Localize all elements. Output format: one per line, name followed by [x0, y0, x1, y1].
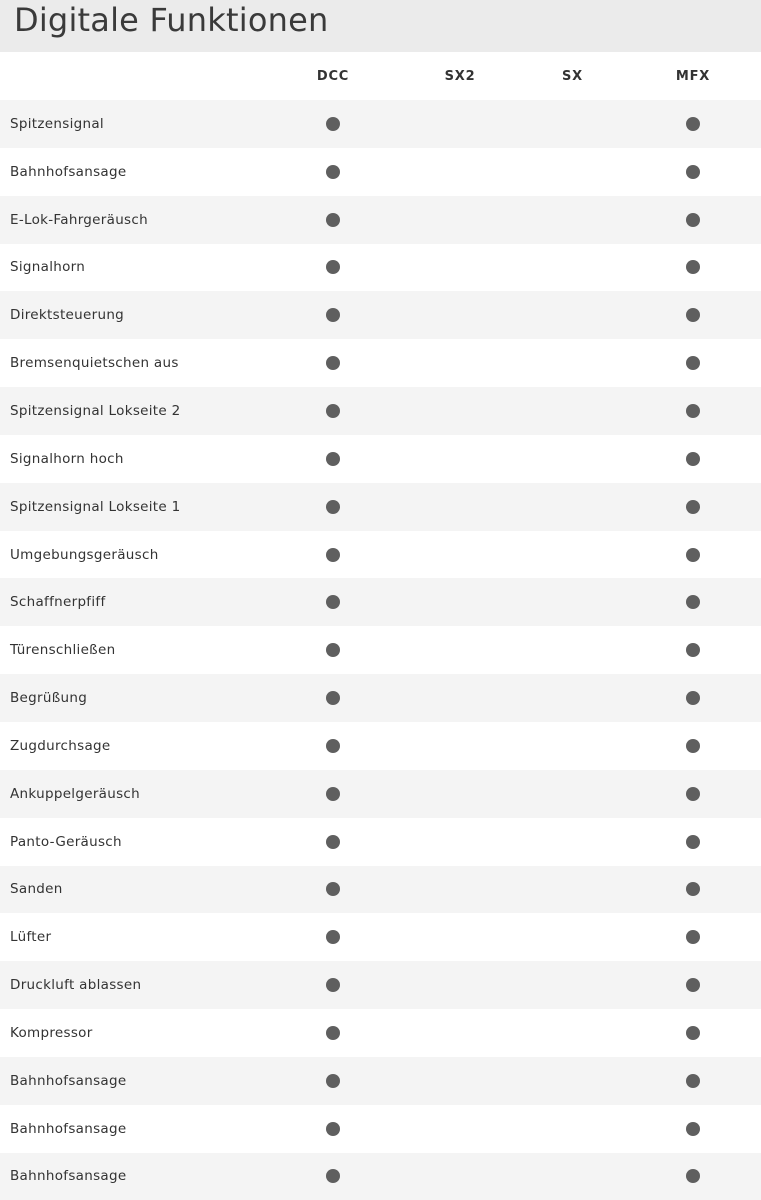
filled-dot-icon — [686, 882, 700, 896]
cell-sx — [520, 531, 625, 579]
cell-dcc — [266, 1009, 400, 1057]
filled-dot-icon — [326, 1122, 340, 1136]
table-row — [0, 1153, 761, 1200]
cell-sx2 — [400, 770, 520, 818]
cell-sx — [520, 339, 625, 387]
table-row — [0, 1009, 761, 1057]
function-label: Schaffnerpfiff — [10, 594, 106, 611]
cell-dcc — [266, 1153, 400, 1200]
cell-dcc — [266, 1105, 400, 1153]
cell-mfx — [625, 1057, 761, 1105]
table-row — [0, 148, 761, 196]
cell-sx — [520, 387, 625, 435]
cell-sx2 — [400, 1105, 520, 1153]
cell-sx2 — [400, 1153, 520, 1200]
function-label: Türenschließen — [10, 642, 116, 659]
function-label: Bahnhofsansage — [10, 1072, 127, 1089]
cell-dcc — [266, 818, 400, 866]
filled-dot-icon — [326, 739, 340, 753]
table-row — [0, 100, 761, 148]
cell-mfx — [625, 196, 761, 244]
filled-dot-icon — [686, 404, 700, 418]
cell-dcc — [266, 1057, 400, 1105]
header-sx: SX — [520, 52, 625, 100]
functions-table — [0, 52, 761, 1200]
cell-sx2 — [400, 291, 520, 339]
filled-dot-icon — [686, 213, 700, 227]
filled-dot-icon — [686, 452, 700, 466]
filled-dot-icon — [326, 930, 340, 944]
filled-dot-icon — [686, 739, 700, 753]
function-label: Spitzensignal Lokseite 2 — [10, 402, 181, 419]
cell-sx2 — [400, 244, 520, 292]
cell-mfx — [625, 1153, 761, 1200]
table-body — [0, 100, 761, 1200]
cell-sx2 — [400, 339, 520, 387]
cell-mfx — [625, 483, 761, 531]
cell-sx — [520, 818, 625, 866]
cell-sx2 — [400, 818, 520, 866]
filled-dot-icon — [686, 260, 700, 274]
filled-dot-icon — [326, 500, 340, 514]
table-row — [0, 578, 761, 626]
filled-dot-icon — [686, 117, 700, 131]
function-label: Umgebungsgeräusch — [10, 546, 159, 563]
cell-dcc — [266, 435, 400, 483]
cell-mfx — [625, 866, 761, 914]
cell-dcc — [266, 100, 400, 148]
cell-dcc — [266, 578, 400, 626]
cell-sx2 — [400, 626, 520, 674]
filled-dot-icon — [686, 548, 700, 562]
function-label: Bahnhofsansage — [10, 1120, 127, 1137]
cell-sx — [520, 913, 625, 961]
function-label: Zugdurchsage — [10, 737, 111, 754]
cell-sx2 — [400, 1009, 520, 1057]
cell-sx — [520, 1153, 625, 1200]
cell-dcc — [266, 866, 400, 914]
filled-dot-icon — [326, 787, 340, 801]
cell-mfx — [625, 626, 761, 674]
filled-dot-icon — [326, 1169, 340, 1183]
cell-dcc — [266, 387, 400, 435]
function-label: Spitzensignal Lokseite 1 — [10, 498, 181, 515]
cell-dcc — [266, 674, 400, 722]
function-label: Kompressor — [10, 1024, 93, 1041]
cell-mfx — [625, 722, 761, 770]
cell-sx — [520, 674, 625, 722]
cell-mfx — [625, 148, 761, 196]
cell-sx — [520, 435, 625, 483]
cell-sx — [520, 291, 625, 339]
table-row — [0, 913, 761, 961]
table-row — [0, 961, 761, 1009]
filled-dot-icon — [326, 356, 340, 370]
function-label: Signalhorn hoch — [10, 450, 124, 467]
filled-dot-icon — [686, 595, 700, 609]
cell-mfx — [625, 435, 761, 483]
cell-sx2 — [400, 1057, 520, 1105]
cell-dcc — [266, 961, 400, 1009]
cell-sx — [520, 961, 625, 1009]
table-row — [0, 435, 761, 483]
filled-dot-icon — [326, 1074, 340, 1088]
filled-dot-icon — [326, 1026, 340, 1040]
filled-dot-icon — [686, 978, 700, 992]
cell-dcc — [266, 483, 400, 531]
table-row — [0, 770, 761, 818]
cell-sx2 — [400, 100, 520, 148]
cell-dcc — [266, 770, 400, 818]
cell-sx — [520, 148, 625, 196]
cell-mfx — [625, 913, 761, 961]
filled-dot-icon — [686, 787, 700, 801]
filled-dot-icon — [326, 452, 340, 466]
cell-sx — [520, 1057, 625, 1105]
cell-sx — [520, 578, 625, 626]
filled-dot-icon — [686, 356, 700, 370]
function-label: Spitzensignal — [10, 115, 104, 132]
filled-dot-icon — [686, 165, 700, 179]
filled-dot-icon — [686, 1122, 700, 1136]
filled-dot-icon — [686, 1026, 700, 1040]
function-label: Bremsenquietschen aus — [10, 355, 179, 372]
cell-dcc — [266, 196, 400, 244]
cell-mfx — [625, 339, 761, 387]
table-row — [0, 387, 761, 435]
cell-sx2 — [400, 196, 520, 244]
filled-dot-icon — [326, 691, 340, 705]
filled-dot-icon — [326, 643, 340, 657]
cell-dcc — [266, 148, 400, 196]
function-label: Begrüßung — [10, 690, 88, 707]
table-row — [0, 531, 761, 579]
header-function — [0, 52, 266, 100]
table-row — [0, 1057, 761, 1105]
cell-dcc — [266, 244, 400, 292]
function-label: Ankuppelgeräusch — [10, 785, 141, 802]
function-label: Sanden — [10, 881, 63, 898]
filled-dot-icon — [326, 213, 340, 227]
cell-mfx — [625, 291, 761, 339]
cell-sx2 — [400, 387, 520, 435]
table-row — [0, 1105, 761, 1153]
cell-mfx — [625, 1009, 761, 1057]
cell-dcc — [266, 913, 400, 961]
filled-dot-icon — [686, 1169, 700, 1183]
cell-sx2 — [400, 961, 520, 1009]
table-row — [0, 818, 761, 866]
function-label: Direktsteuerung — [10, 307, 125, 324]
filled-dot-icon — [326, 260, 340, 274]
cell-sx2 — [400, 866, 520, 914]
cell-sx — [520, 196, 625, 244]
filled-dot-icon — [686, 308, 700, 322]
cell-mfx — [625, 387, 761, 435]
table-header-row — [0, 52, 761, 100]
cell-mfx — [625, 1105, 761, 1153]
filled-dot-icon — [686, 643, 700, 657]
cell-sx — [520, 626, 625, 674]
header-dcc: DCC — [266, 52, 400, 100]
cell-sx2 — [400, 722, 520, 770]
function-label: Signalhorn — [10, 259, 86, 276]
header-sx2: SX2 — [400, 52, 520, 100]
cell-sx2 — [400, 435, 520, 483]
header-mfx: MFX — [625, 52, 761, 100]
function-label: Panto-Geräusch — [10, 833, 122, 850]
function-label: Druckluft ablassen — [10, 977, 142, 994]
cell-sx — [520, 100, 625, 148]
filled-dot-icon — [686, 930, 700, 944]
filled-dot-icon — [326, 548, 340, 562]
table-row — [0, 339, 761, 387]
cell-mfx — [625, 244, 761, 292]
title-bar — [0, 0, 761, 52]
table-row — [0, 722, 761, 770]
cell-sx — [520, 244, 625, 292]
cell-dcc — [266, 722, 400, 770]
table-row — [0, 291, 761, 339]
table-row — [0, 674, 761, 722]
filled-dot-icon — [326, 978, 340, 992]
filled-dot-icon — [326, 404, 340, 418]
filled-dot-icon — [326, 882, 340, 896]
cell-mfx — [625, 818, 761, 866]
cell-dcc — [266, 291, 400, 339]
cell-sx2 — [400, 674, 520, 722]
table-row — [0, 483, 761, 531]
cell-sx — [520, 866, 625, 914]
filled-dot-icon — [686, 1074, 700, 1088]
filled-dot-icon — [326, 835, 340, 849]
cell-sx2 — [400, 531, 520, 579]
cell-mfx — [625, 674, 761, 722]
filled-dot-icon — [326, 165, 340, 179]
cell-sx2 — [400, 148, 520, 196]
function-label: Bahnhofsansage — [10, 163, 127, 180]
cell-dcc — [266, 531, 400, 579]
table-row — [0, 626, 761, 674]
cell-sx2 — [400, 913, 520, 961]
cell-mfx — [625, 578, 761, 626]
table-row — [0, 244, 761, 292]
cell-dcc — [266, 626, 400, 674]
function-label: E-Lok-Fahrgeräusch — [10, 211, 148, 228]
cell-sx2 — [400, 578, 520, 626]
cell-sx2 — [400, 483, 520, 531]
page-title: Digitale Funktionen — [14, 1, 329, 39]
cell-sx — [520, 483, 625, 531]
table-row — [0, 196, 761, 244]
filled-dot-icon — [686, 691, 700, 705]
filled-dot-icon — [686, 835, 700, 849]
cell-sx — [520, 722, 625, 770]
cell-mfx — [625, 770, 761, 818]
cell-sx — [520, 770, 625, 818]
cell-mfx — [625, 100, 761, 148]
cell-mfx — [625, 961, 761, 1009]
table-row — [0, 866, 761, 914]
cell-sx — [520, 1009, 625, 1057]
cell-mfx — [625, 531, 761, 579]
filled-dot-icon — [326, 595, 340, 609]
function-label: Lüfter — [10, 929, 52, 946]
filled-dot-icon — [686, 500, 700, 514]
function-label: Bahnhofsansage — [10, 1168, 127, 1185]
filled-dot-icon — [326, 308, 340, 322]
cell-dcc — [266, 339, 400, 387]
filled-dot-icon — [326, 117, 340, 131]
cell-sx — [520, 1105, 625, 1153]
